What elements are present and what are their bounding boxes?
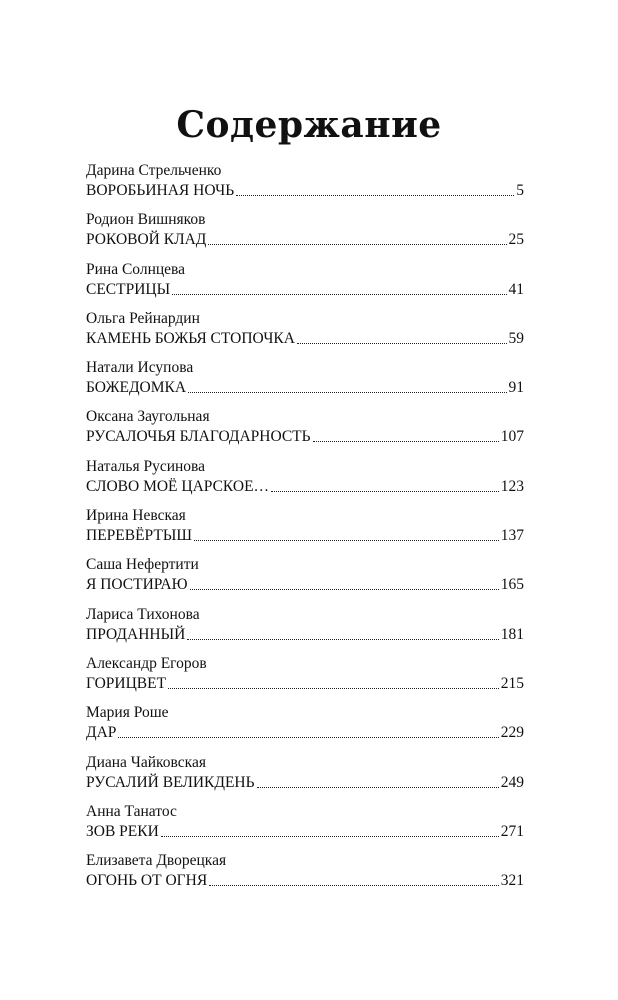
dot-leader [190, 588, 499, 590]
toc-entry [86, 654, 524, 703]
dot-leader [297, 342, 507, 344]
toc-author: Рина Солнцева [86, 260, 186, 278]
toc-entry [86, 506, 524, 555]
toc-page-number: 107 [500, 428, 524, 446]
dot-leader [118, 736, 498, 738]
dot-leader [209, 884, 499, 886]
toc-entry [86, 605, 524, 654]
toc-author: Мария Роше [86, 704, 169, 722]
toc-author: Натали Исупова [86, 359, 194, 377]
toc-author: Александр Егоров [86, 654, 207, 672]
toc-work-title: БОЖЕДОМКА [86, 379, 187, 397]
toc-line[interactable] [86, 773, 524, 793]
toc-entry [86, 802, 524, 851]
toc-line[interactable] [86, 526, 524, 546]
toc-page-number: 229 [500, 724, 524, 742]
toc-work-title: ПЕРЕВЁРТЫШ [86, 527, 192, 545]
dot-leader [208, 243, 506, 245]
toc-author: Наталья Русинова [86, 457, 206, 475]
toc-entry [86, 703, 524, 752]
toc-entry [86, 753, 524, 802]
table-of-contents [86, 161, 524, 900]
toc-page-number: 165 [500, 576, 524, 594]
toc-work-title: РУСАЛИЙ ВЕЛИКДЕНЬ [86, 773, 255, 791]
toc-line[interactable] [86, 477, 524, 497]
dot-leader [313, 440, 499, 442]
toc-page-number: 5 [516, 182, 524, 199]
toc-page-number: 123 [500, 477, 524, 495]
page-title: Содержание [176, 104, 442, 146]
toc-author: Ирина Невская [86, 507, 186, 525]
toc-line[interactable] [86, 378, 524, 398]
toc-line[interactable] [86, 871, 524, 891]
toc-page-number: 25 [508, 231, 524, 249]
toc-work-title: КАМЕНЬ БОЖЬЯ СТОПОЧКА [86, 329, 295, 347]
toc-author: Дарина Стрельченко [86, 162, 222, 179]
toc-author: Лариса Тихонова [86, 605, 200, 623]
toc-work-title: ВОРОБЬИНАЯ НОЧЬ [86, 182, 235, 199]
dot-leader [194, 539, 499, 541]
toc-entry [86, 260, 524, 309]
toc-work-title: ПРОДАННЫЙ [86, 625, 186, 643]
toc-work-title: ЗОВ РЕКИ [86, 822, 159, 840]
toc-work-title: РУСАЛОЧЬЯ БЛАГОДАРНОСТЬ [86, 428, 311, 446]
toc-page-number: 91 [508, 379, 524, 397]
toc-line[interactable] [86, 822, 524, 842]
toc-page-number: 137 [500, 527, 524, 545]
toc-entry [86, 358, 524, 407]
toc-entry [86, 309, 524, 358]
toc-entry [86, 210, 524, 259]
toc-entry [86, 555, 524, 604]
dot-leader [161, 835, 499, 837]
toc-line[interactable] [86, 427, 524, 447]
toc-work-title: СЛОВО МОЁ ЦАРСКОЕ… [86, 477, 270, 495]
toc-line[interactable] [86, 181, 524, 201]
toc-author: Саша Нефертити [86, 556, 199, 574]
toc-entry [86, 161, 524, 210]
toc-line[interactable] [86, 723, 524, 743]
toc-entry [86, 407, 524, 456]
toc-author: Диана Чайковская [86, 753, 206, 771]
toc-author: Елизавета Дворецкая [86, 852, 227, 870]
toc-work-title: ГОРИЦВЕТ [86, 674, 167, 692]
toc-work-title: ОГОНЬ ОТ ОГНЯ [86, 872, 208, 890]
toc-work-title: ДАР [86, 724, 117, 742]
toc-work-title: СЕСТРИЦЫ [86, 280, 171, 298]
toc-work-title: Я ПОСТИРАЮ [86, 576, 188, 594]
toc-page-number: 215 [500, 674, 524, 692]
toc-author: Ольга Рейнардин [86, 309, 200, 327]
toc-line[interactable] [86, 280, 524, 300]
toc-page-number: 181 [500, 625, 524, 643]
dot-leader [257, 786, 499, 788]
toc-author: Анна Танатос [86, 802, 177, 820]
dot-leader [168, 687, 499, 689]
toc-page-number: 59 [508, 329, 524, 347]
dot-leader [188, 391, 506, 393]
toc-line[interactable] [86, 575, 524, 595]
toc-page-number: 271 [500, 822, 524, 840]
toc-page-number: 321 [500, 872, 524, 890]
toc-line[interactable] [86, 625, 524, 645]
toc-author: Родион Вишняков [86, 211, 206, 229]
toc-page-number: 41 [508, 280, 524, 298]
toc-page-number: 249 [500, 773, 524, 791]
dot-leader [187, 638, 498, 640]
toc-line[interactable] [86, 674, 524, 694]
dot-leader [271, 490, 499, 492]
toc-author: Оксана Заугольная [86, 408, 210, 426]
dot-leader [236, 194, 514, 196]
toc-line[interactable] [86, 230, 524, 250]
toc-work-title: РОКОВОЙ КЛАД [86, 231, 207, 249]
toc-entry [86, 457, 524, 506]
toc-entry [86, 851, 524, 900]
toc-line[interactable] [86, 329, 524, 349]
dot-leader [172, 293, 506, 295]
